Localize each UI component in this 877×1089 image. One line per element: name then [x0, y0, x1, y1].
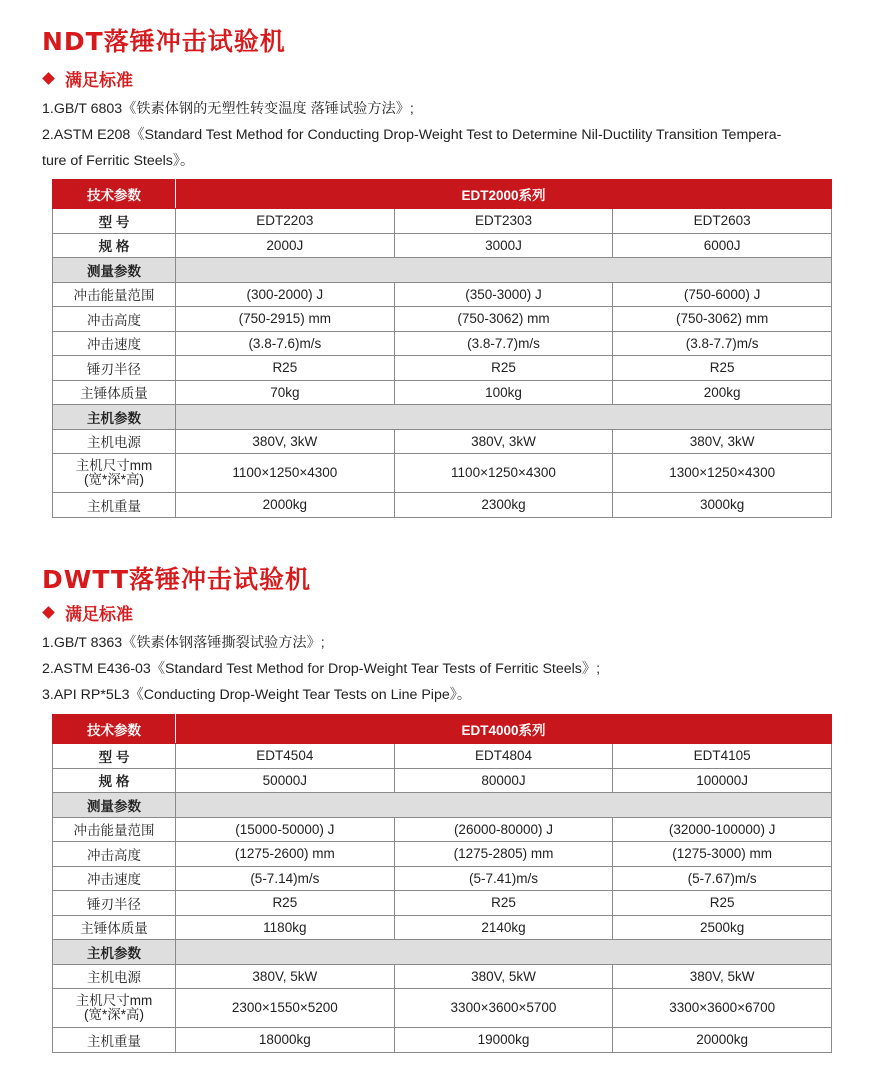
- table-cell: (750-3062) mm: [394, 307, 613, 332]
- size-label-line2: (宽*深*高): [84, 472, 144, 487]
- table-cell: 380V, 5kW: [394, 964, 613, 989]
- spec-cell: 3000J: [394, 233, 613, 258]
- model-label: 型 号: [53, 209, 176, 234]
- ndt-standards-heading-text: 满足标准: [65, 71, 133, 91]
- table-row: [53, 989, 832, 1028]
- table-header-row: [53, 715, 832, 744]
- spec-cell: 50000J: [176, 768, 395, 793]
- row-label: 主锤体质量: [53, 380, 176, 405]
- row-label: 冲击高度: [53, 307, 176, 332]
- size-label-line1: 主机尺寸mm: [75, 993, 153, 1008]
- row-label: 冲击高度: [53, 842, 176, 867]
- table-row: [53, 842, 832, 867]
- table-cell: (1275-2805) mm: [394, 842, 613, 867]
- table-cell: 70kg: [176, 380, 395, 405]
- table-row: [53, 1028, 832, 1053]
- table-cell: 380V, 5kW: [613, 964, 832, 989]
- series-name: EDT2000系列: [176, 180, 832, 209]
- table-row: [53, 493, 832, 518]
- row-label: 主机电源: [53, 429, 176, 454]
- spec-cell: 80000J: [394, 768, 613, 793]
- table-cell: (5-7.14)m/s: [176, 866, 395, 891]
- table-cell: (300-2000) J: [176, 282, 395, 307]
- table-row: [53, 891, 832, 916]
- model-cell: EDT2303: [394, 209, 613, 234]
- dwtt-standards-heading-text: 满足标准: [65, 605, 133, 625]
- table-cell: (3.8-7.6)m/s: [176, 331, 395, 356]
- model-cell: EDT4504: [176, 744, 395, 769]
- row-label: [53, 454, 176, 493]
- table-cell: 380V, 5kW: [176, 964, 395, 989]
- table-cell: R25: [613, 356, 832, 381]
- table-cell: 18000kg: [176, 1028, 395, 1053]
- table-row: [53, 380, 832, 405]
- table-cell: (750-2915) mm: [176, 307, 395, 332]
- table-cell: 200kg: [613, 380, 832, 405]
- table-cell: 1300×1250×4300: [613, 454, 832, 493]
- ndt-standard-3: ture of Ferritic Steels》。: [42, 153, 195, 169]
- row-label: 锤刃半径: [53, 891, 176, 916]
- model-cell: EDT4804: [394, 744, 613, 769]
- table-row: [53, 768, 832, 793]
- table-cell: 19000kg: [394, 1028, 613, 1053]
- group-fill: [176, 793, 832, 818]
- ndt-standards-heading: [42, 66, 133, 91]
- group-label: 主机参数: [53, 940, 176, 965]
- model-cell: EDT2203: [176, 209, 395, 234]
- table-cell: (3.8-7.7)m/s: [613, 331, 832, 356]
- table-row: [53, 233, 832, 258]
- table-row: [53, 331, 832, 356]
- table-cell: 20000kg: [613, 1028, 832, 1053]
- table-row: [53, 429, 832, 454]
- series-name: EDT4000系列: [176, 715, 832, 744]
- spec-label: 规 格: [53, 233, 176, 258]
- table-cell: 1100×1250×4300: [176, 454, 395, 493]
- table-cell: (3.8-7.7)m/s: [394, 331, 613, 356]
- spec-cell: 100000J: [613, 768, 832, 793]
- dwtt-standard-3: 3.API RP*5L3《Conducting Drop-Weight Tear Tests on Line Pipe》。: [42, 687, 472, 703]
- spec-cell: 2000J: [176, 233, 395, 258]
- ndt-spec-table: [52, 179, 832, 518]
- table-cell: 380V, 3kW: [613, 429, 832, 454]
- dwtt-spec-table: [52, 714, 832, 1053]
- group-row: [53, 940, 832, 965]
- row-label: 锤刃半径: [53, 356, 176, 381]
- table-cell: 2300kg: [394, 493, 613, 518]
- table-header-row: [53, 180, 832, 209]
- table-cell: 3000kg: [613, 493, 832, 518]
- model-cell: EDT4105: [613, 744, 832, 769]
- size-label-line1: 主机尺寸mm: [75, 458, 153, 473]
- table-cell: 1180kg: [176, 915, 395, 940]
- table-row: [53, 915, 832, 940]
- table-row: [53, 744, 832, 769]
- dwtt-standards-heading: [42, 600, 133, 625]
- size-label: [76, 994, 153, 1022]
- table-cell: 2500kg: [613, 915, 832, 940]
- table-cell: 2140kg: [394, 915, 613, 940]
- group-label: 测量参数: [53, 258, 176, 283]
- dwtt-standard-1: 1.GB/T 8363《铁素体钢落锤撕裂试验方法》;: [42, 635, 325, 651]
- ndt-standard-2: 2.ASTM E208《Standard Test Method for Conducting Drop-Weight Test to Determine Nil-Ductility Transition Tempera-: [42, 127, 782, 143]
- table-cell: 2000kg: [176, 493, 395, 518]
- diamond-bullet-icon: [42, 72, 55, 85]
- diamond-bullet-icon: [42, 606, 55, 619]
- table-cell: (1275-3000) mm: [613, 842, 832, 867]
- table-cell: R25: [394, 891, 613, 916]
- table-cell: R25: [176, 356, 395, 381]
- row-label: 主机重量: [53, 1028, 176, 1053]
- row-label: 主锤体质量: [53, 915, 176, 940]
- table-cell: R25: [176, 891, 395, 916]
- model-cell: EDT2603: [613, 209, 832, 234]
- table-row: [53, 356, 832, 381]
- header-label: 技术参数: [53, 715, 176, 744]
- table-row: [53, 282, 832, 307]
- size-label-line2: (宽*深*高): [84, 1007, 144, 1022]
- table-cell: 3300×3600×5700: [394, 989, 613, 1028]
- row-label: 冲击速度: [53, 866, 176, 891]
- group-fill: [176, 405, 832, 430]
- table-cell: (750-3062) mm: [613, 307, 832, 332]
- table-row: [53, 817, 832, 842]
- group-row: [53, 405, 832, 430]
- table-cell: (5-7.41)m/s: [394, 866, 613, 891]
- table-cell: 3300×3600×6700: [613, 989, 832, 1028]
- header-label: 技术参数: [53, 180, 176, 209]
- group-label: 主机参数: [53, 405, 176, 430]
- row-label: [53, 989, 176, 1028]
- group-fill: [176, 940, 832, 965]
- ndt-title: NDT落锤冲击试验机: [42, 27, 286, 56]
- table-cell: R25: [394, 356, 613, 381]
- table-row: [53, 964, 832, 989]
- table-cell: 1100×1250×4300: [394, 454, 613, 493]
- dwtt-standard-2: 2.ASTM E436-03《Standard Test Method for Drop-Weight Tear Tests of Ferritic Steels》;: [42, 661, 601, 677]
- spec-cell: 6000J: [613, 233, 832, 258]
- spec-label: 规 格: [53, 768, 176, 793]
- row-label: 冲击能量范围: [53, 282, 176, 307]
- row-label: 冲击能量范围: [53, 817, 176, 842]
- table-cell: (750-6000) J: [613, 282, 832, 307]
- table-cell: 100kg: [394, 380, 613, 405]
- group-label: 测量参数: [53, 793, 176, 818]
- table-row: [53, 866, 832, 891]
- table-cell: (350-3000) J: [394, 282, 613, 307]
- model-label: 型 号: [53, 744, 176, 769]
- table-cell: 2300×1550×5200: [176, 989, 395, 1028]
- row-label: 冲击速度: [53, 331, 176, 356]
- table-cell: (26000-80000) J: [394, 817, 613, 842]
- table-cell: (5-7.67)m/s: [613, 866, 832, 891]
- table-cell: R25: [613, 891, 832, 916]
- row-label: 主机电源: [53, 964, 176, 989]
- table-cell: (32000-100000) J: [613, 817, 832, 842]
- size-label: [76, 459, 153, 487]
- dwtt-title: DWTT落锤冲击试验机: [42, 565, 312, 594]
- group-row: [53, 793, 832, 818]
- group-row: [53, 258, 832, 283]
- table-row: [53, 209, 832, 234]
- table-cell: (1275-2600) mm: [176, 842, 395, 867]
- row-label: 主机重量: [53, 493, 176, 518]
- table-cell: 380V, 3kW: [176, 429, 395, 454]
- group-fill: [176, 258, 832, 283]
- table-cell: 380V, 3kW: [394, 429, 613, 454]
- table-cell: (15000-50000) J: [176, 817, 395, 842]
- table-row: [53, 307, 832, 332]
- ndt-standard-1: 1.GB/T 6803《铁素体钢的无塑性转变温度 落锤试验方法》;: [42, 101, 414, 117]
- table-row: [53, 454, 832, 493]
